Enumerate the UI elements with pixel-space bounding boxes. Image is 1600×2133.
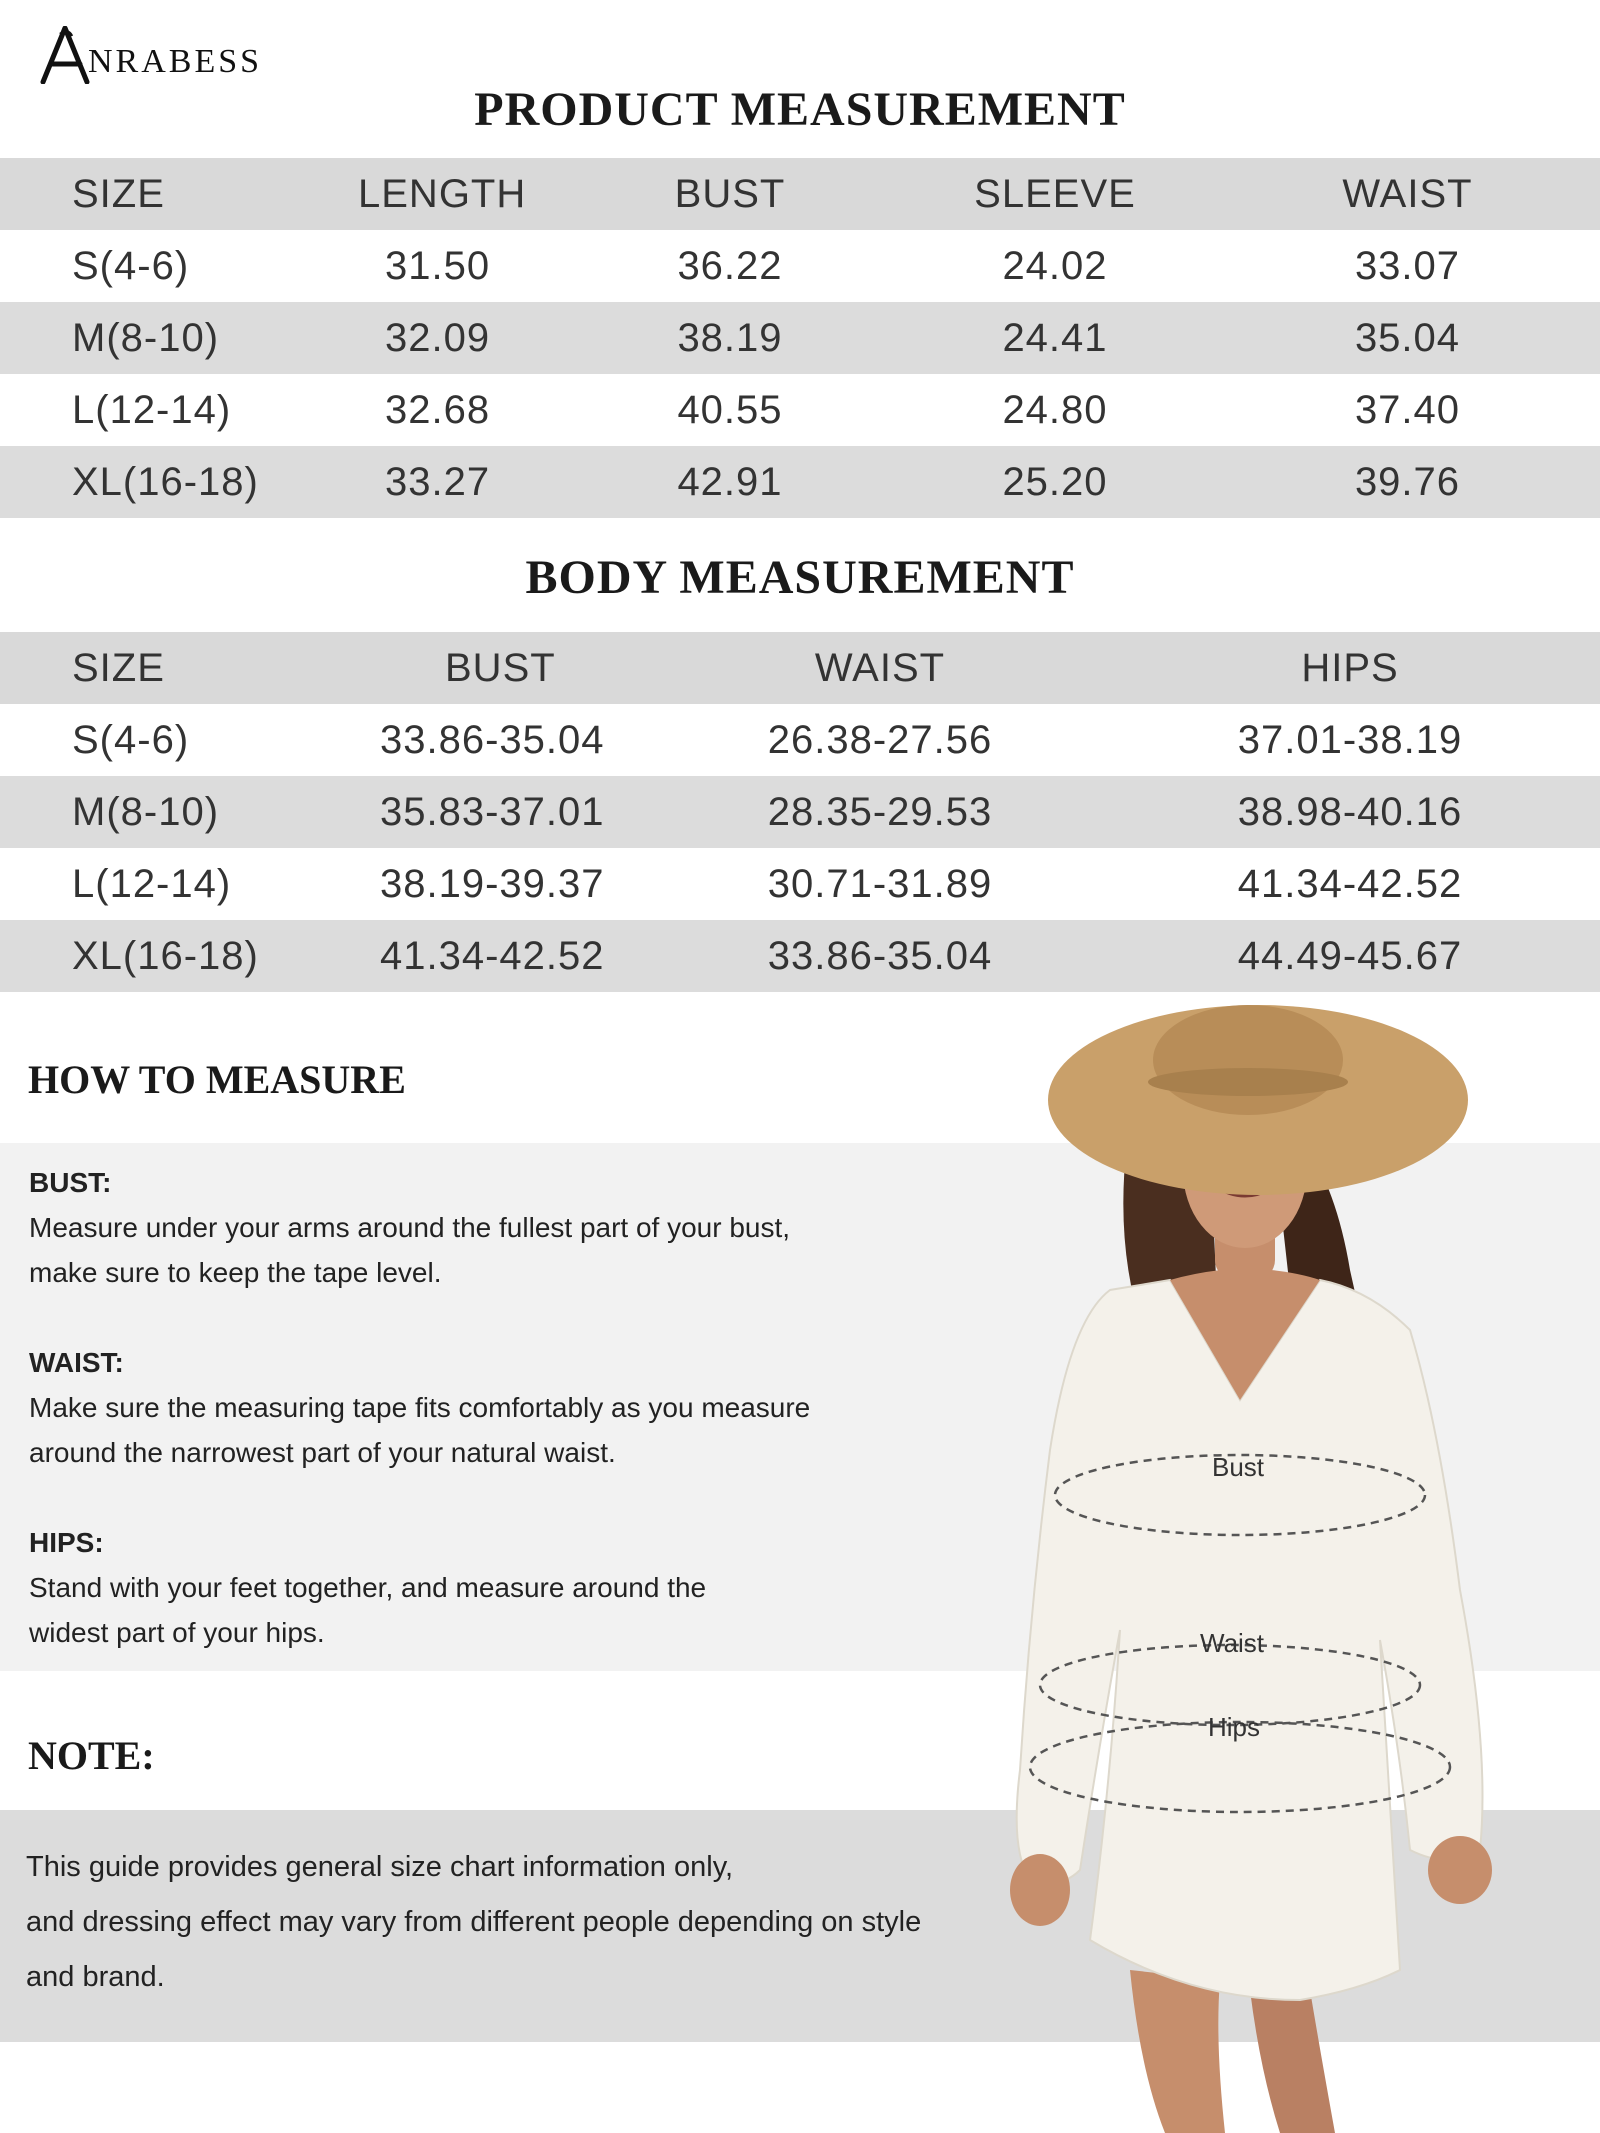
header-size: SIZE bbox=[72, 171, 165, 216]
guide-bust bbox=[29, 1160, 909, 1295]
cell-sleeve: 25.20 bbox=[1002, 459, 1108, 504]
cell-sleeve: 24.80 bbox=[1002, 387, 1108, 432]
note-line-3: and brand. bbox=[26, 1961, 165, 1993]
cell-length: 33.27 bbox=[385, 459, 491, 504]
how-to-measure-title: HOW TO MEASURE bbox=[28, 1057, 406, 1102]
guide-hips-line-2: widest part of your hips. bbox=[29, 1617, 325, 1648]
cell-waist: 28.35-29.53 bbox=[767, 789, 993, 834]
cell-hips: 38.98-40.16 bbox=[1237, 789, 1463, 834]
cell-length: 32.09 bbox=[385, 315, 491, 360]
header-waist: WAIST bbox=[814, 645, 946, 690]
product-measurement-title: PRODUCT MEASUREMENT bbox=[474, 83, 1126, 136]
header-size: SIZE bbox=[72, 645, 165, 690]
table-row bbox=[0, 374, 1600, 446]
cell-size: M(8-10) bbox=[72, 789, 220, 834]
brand-name: NRABESS bbox=[88, 43, 263, 80]
cell-hips: 37.01-38.19 bbox=[1237, 717, 1463, 762]
cell-sleeve: 24.02 bbox=[1002, 243, 1108, 288]
body-measurement-table bbox=[0, 632, 1600, 992]
note-line-2: and dressing effect may vary from different people depending on style bbox=[26, 1906, 922, 1938]
cell-waist: 33.86-35.04 bbox=[767, 933, 993, 978]
guide-bust-line-2: make sure to keep the tape level. bbox=[29, 1257, 442, 1288]
cell-size: S(4-6) bbox=[72, 243, 190, 288]
table-row bbox=[0, 446, 1600, 518]
cell-size: XL(16-18) bbox=[72, 933, 259, 978]
cell-waist: 39.76 bbox=[1354, 459, 1461, 504]
header-bust: BUST bbox=[674, 171, 786, 216]
table-row bbox=[0, 776, 1600, 848]
hips-label: Hips bbox=[1208, 1712, 1261, 1742]
cell-bust: 38.19-39.37 bbox=[380, 861, 605, 906]
table-row bbox=[0, 920, 1600, 992]
cell-bust: 38.19 bbox=[677, 315, 783, 360]
cell-sleeve: 24.41 bbox=[1002, 315, 1108, 360]
model-legs bbox=[1130, 1970, 1225, 2133]
guide-hips-label: HIPS: bbox=[29, 1527, 104, 1558]
table-row bbox=[0, 704, 1600, 776]
cell-waist: 30.71-31.89 bbox=[767, 861, 993, 906]
cell-size: S(4-6) bbox=[72, 717, 190, 762]
guide-bust-label: BUST: bbox=[29, 1167, 112, 1198]
cell-size: L(12-14) bbox=[72, 387, 232, 432]
body-measurement-title: BODY MEASUREMENT bbox=[525, 551, 1075, 604]
product-measurement-table bbox=[0, 158, 1600, 518]
header-waist: WAIST bbox=[1342, 171, 1473, 216]
cell-size: XL(16-18) bbox=[72, 459, 259, 504]
cell-size: M(8-10) bbox=[72, 315, 220, 360]
cell-bust: 33.86-35.04 bbox=[380, 717, 605, 762]
cell-waist: 35.04 bbox=[1354, 315, 1461, 360]
cell-size: L(12-14) bbox=[72, 861, 232, 906]
table-row bbox=[0, 230, 1600, 302]
cell-bust: 42.91 bbox=[677, 459, 783, 504]
guide-hips-line-1: Stand with your feet together, and measure around the bbox=[29, 1572, 707, 1603]
guide-hips bbox=[29, 1520, 909, 1655]
guide-waist bbox=[29, 1340, 909, 1475]
guide-waist-line-2: around the narrowest part of your natural waist. bbox=[29, 1437, 616, 1468]
note-line-1: This guide provides general size chart information only, bbox=[26, 1851, 734, 1883]
header-sleeve: SLEEVE bbox=[974, 171, 1136, 216]
guide-bust-line-1: Measure under your arms around the fullest part of your bust, bbox=[29, 1212, 791, 1243]
cell-hips: 44.49-45.67 bbox=[1237, 933, 1463, 978]
bust-label: Bust bbox=[1212, 1452, 1265, 1482]
cell-bust: 36.22 bbox=[677, 243, 783, 288]
note-body bbox=[26, 1840, 926, 2005]
header-hips: HIPS bbox=[1301, 645, 1399, 690]
cell-bust: 40.55 bbox=[677, 387, 783, 432]
cell-waist: 33.07 bbox=[1354, 243, 1461, 288]
cell-waist: 26.38-27.56 bbox=[767, 717, 993, 762]
note-title: NOTE: bbox=[28, 1733, 155, 1778]
header-length: LENGTH bbox=[358, 171, 527, 216]
guide-waist-label: WAIST: bbox=[29, 1347, 124, 1378]
waist-label: Waist bbox=[1200, 1628, 1265, 1658]
table-row bbox=[0, 302, 1600, 374]
table-row bbox=[0, 848, 1600, 920]
cell-waist: 37.40 bbox=[1354, 387, 1461, 432]
brand-logo bbox=[38, 26, 262, 84]
cell-length: 31.50 bbox=[385, 243, 491, 288]
guide-waist-line-1: Make sure the measuring tape fits comfortably as you measure bbox=[29, 1392, 811, 1423]
cell-length: 32.68 bbox=[385, 387, 491, 432]
header-bust: BUST bbox=[445, 645, 556, 690]
table-header-row bbox=[0, 158, 1600, 230]
brand-logo-mark-icon bbox=[38, 26, 92, 84]
cell-bust: 41.34-42.52 bbox=[380, 933, 605, 978]
cell-bust: 35.83-37.01 bbox=[380, 789, 605, 834]
model-illustration bbox=[990, 990, 1550, 2133]
cell-hips: 41.34-42.52 bbox=[1237, 861, 1463, 906]
table-header-row bbox=[0, 632, 1600, 704]
